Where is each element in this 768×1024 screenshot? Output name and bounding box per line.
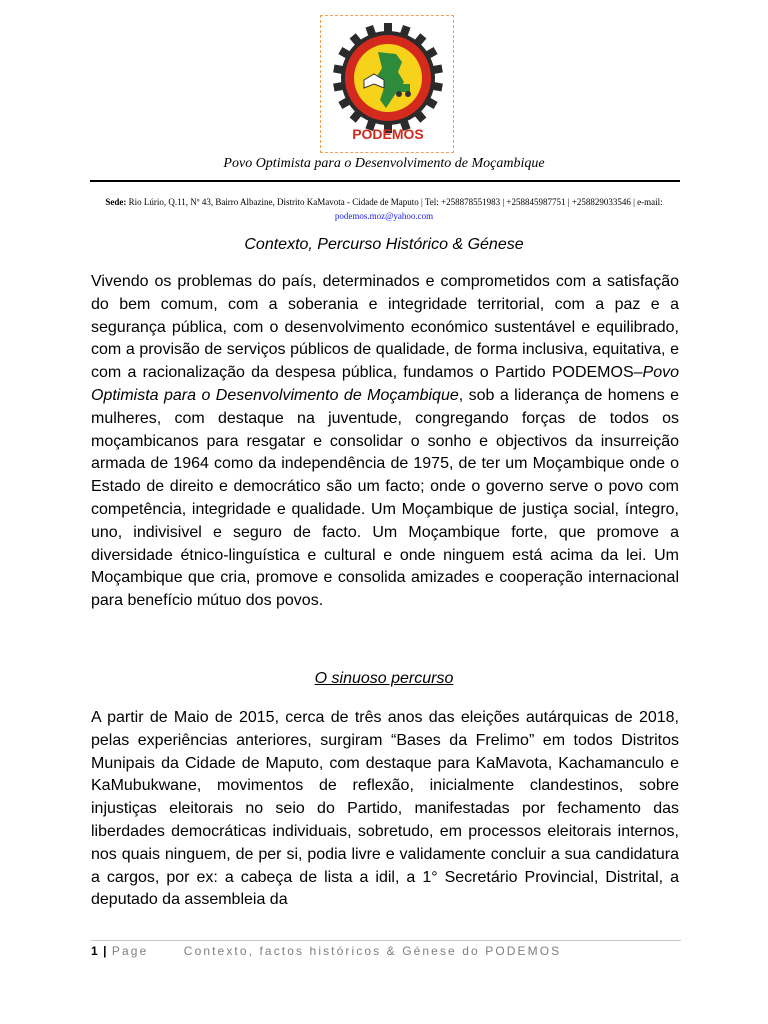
party-logo — [320, 15, 454, 153]
logo-text: PODEMOS — [352, 126, 424, 142]
paragraph-percurso: A partir de Maio de 2015, cerca de três anos das eleições autárquicas de 2018, pelas experiências anteriores, surgiram “Bases da Frelimo” em todos Distritos Munipais da Cidade de Maputo, com destaque para KaMavota, Kachamanculo e KaMubukwane, movimentos de reflexão, inicialmente clandestinos, sobre injustiças eleitorais no seio do Partido, manifestadas por fechamento das liberdades democráticas individuais, sobretudo, em processos eleitorais internos, nos quais ninguem, de per si, podia livre e validamente concluir a sua candidatura a cargos, por ex: a cabeça de lista a idil, a 1° Secretário Provincial, Distrital, a deputado da assembleia da — [91, 709, 679, 909]
party-full-name: Povo Optimista para o Desenvolvimento de Moçambique — [91, 364, 679, 404]
page-number: 1 — [91, 944, 98, 958]
paragraph-context-part1: Vivendo os problemas do país, determinados e comprometidos com a satisfação do bem comum, com a soberania e integridade territorial, com a paz e a segurança pública, com o desenvolvimento económico sustentável e equilibrado, com a provisão de serviços públicos de qualidade, de forma inclusiva, equitativa, e com a racionalização da despesa pública, fundamos o Partido PODEMOS– — [91, 273, 679, 382]
page-label: Page — [111, 944, 149, 958]
header-divider — [90, 180, 680, 182]
contact-info — [95, 195, 673, 223]
section-heading-percurso: O sinuoso percurso — [314, 670, 454, 687]
party-motto: Povo Optimista para o Desenvolvimento de Moçambique — [223, 156, 545, 171]
footer-separator: | — [103, 944, 107, 958]
section-heading-context: Contexto, Percurso Histórico & Génese — [244, 236, 524, 253]
contact-label: Sede: — [105, 197, 127, 207]
footer-doc-title: Contexto, factos históricos & Génese do PODEMOS — [183, 944, 562, 958]
contact-address: Rio Lúrio, Q.11, Nº 43, Bairro Albazine, Distrito KaMavota - Cidade de Maputo | Tel: +258878551983 | +258845987751 | +258829033546 | e-mail: — [128, 197, 663, 207]
page-footer — [91, 944, 561, 958]
email-link[interactable]: podemos.moz@yahoo.com — [334, 211, 434, 221]
footer-divider — [91, 940, 681, 941]
paragraph-context — [91, 271, 679, 613]
paragraph-context-part2: , sob a liderança de homens e mulheres, com destaque na juventude, congregando forças de todos os moçambicanos para resgatar e consolidar o sonho e objectivos da insurreição armada de 1964 como da independência de 1975, de ter um Moçambique onde o Estado de direito e democrático são um facto; onde o governo serve o povo com competência, integridade e qualidade. Um Moçambique de justiça social, íntegro, uno, indivisivel e seguro de facto. Um Moçambique forte, que promove a diversidade étnico-linguística e cultural e onde ninguem está acima da lei. Um Moçambique que cria, promove e consolida amizades e cooperação internacional para benefício mútuo dos povos. — [91, 386, 680, 610]
